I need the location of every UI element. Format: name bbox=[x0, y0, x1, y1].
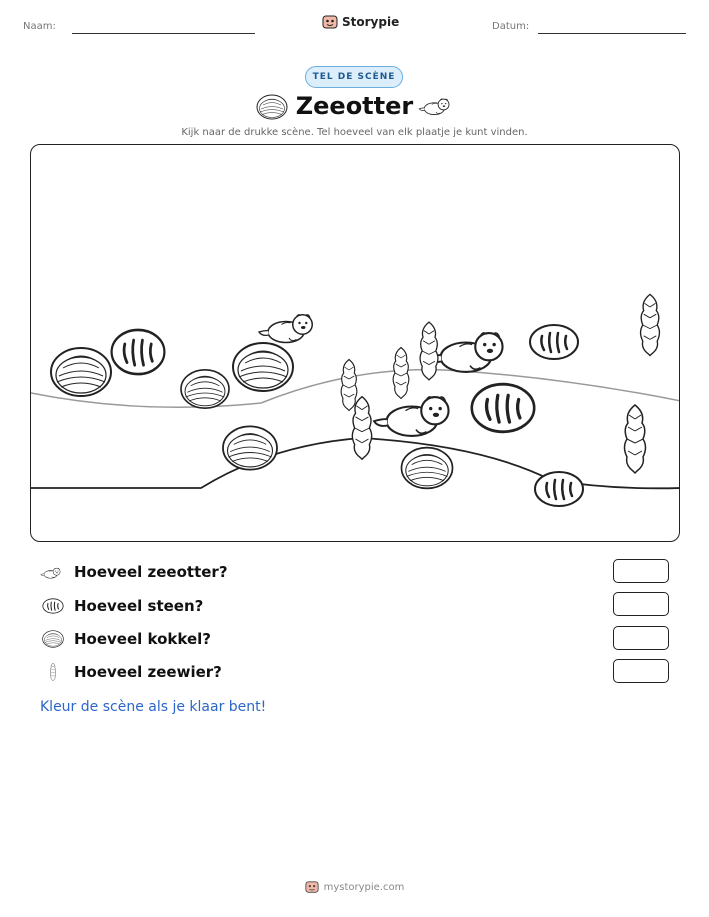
name-line[interactable] bbox=[72, 33, 255, 34]
seaweed-1 bbox=[341, 360, 357, 411]
stone-4 bbox=[535, 472, 583, 506]
cockle-icon bbox=[40, 629, 66, 649]
date-line[interactable] bbox=[538, 33, 686, 34]
sea-otter-3 bbox=[374, 397, 449, 436]
seaweed-4 bbox=[352, 397, 371, 460]
page-title: Zeeotter bbox=[295, 92, 414, 120]
seaweed-icon bbox=[40, 662, 66, 682]
cockle-4 bbox=[223, 426, 277, 469]
question-sea-otter bbox=[40, 562, 228, 582]
seaweed-5 bbox=[641, 294, 660, 355]
answer-box-stone[interactable] bbox=[613, 592, 669, 616]
footer bbox=[0, 880, 709, 894]
section-badge: TEL DE SCÈNE bbox=[305, 66, 403, 88]
question-cockle bbox=[40, 629, 211, 649]
instruction-text: Kleur de scène als je klaar bent! bbox=[40, 699, 267, 715]
stone-1 bbox=[112, 330, 165, 374]
answer-box-sea-otter[interactable] bbox=[613, 559, 669, 583]
question-text: Hoeveel steen? bbox=[74, 597, 204, 615]
cockle-1 bbox=[51, 348, 111, 396]
question-text: Hoeveel zeeotter? bbox=[74, 563, 228, 581]
seaweed-6 bbox=[625, 405, 646, 473]
question-seaweed bbox=[40, 662, 222, 682]
seaweed-2 bbox=[393, 348, 409, 399]
sea-otter-icon bbox=[418, 92, 458, 118]
storypie-logo-icon bbox=[322, 14, 338, 30]
name-label: Naam: bbox=[23, 21, 56, 32]
question-text: Hoeveel kokkel? bbox=[74, 630, 211, 648]
stone-3 bbox=[530, 325, 578, 359]
seaweed-3 bbox=[420, 322, 438, 380]
brand-logo bbox=[322, 14, 399, 30]
counting-scene bbox=[30, 144, 680, 542]
sea-otter-1 bbox=[259, 315, 312, 343]
cockle-3 bbox=[233, 343, 293, 391]
question-text: Hoeveel zeewier? bbox=[74, 663, 222, 681]
question-stone bbox=[40, 596, 203, 616]
date-label: Datum: bbox=[492, 21, 530, 32]
sea-otter-icon bbox=[40, 562, 66, 582]
brand-name: Storypie bbox=[342, 15, 400, 29]
footer-url[interactable]: mystorypie.com bbox=[323, 881, 405, 893]
sea-otter-2 bbox=[428, 333, 503, 372]
cockle-5 bbox=[402, 448, 453, 489]
page-subtitle: Kijk naar de drukke scène. Tel hoeveel van elk plaatje je kunt vinden. bbox=[181, 127, 528, 138]
storypie-logo-icon bbox=[305, 880, 319, 894]
scene-illustration bbox=[31, 145, 680, 542]
stone-2 bbox=[472, 384, 534, 432]
cockle-2 bbox=[181, 370, 229, 408]
stone-icon bbox=[40, 596, 66, 616]
answer-box-seaweed[interactable] bbox=[613, 659, 669, 683]
answer-box-cockle[interactable] bbox=[613, 626, 669, 650]
